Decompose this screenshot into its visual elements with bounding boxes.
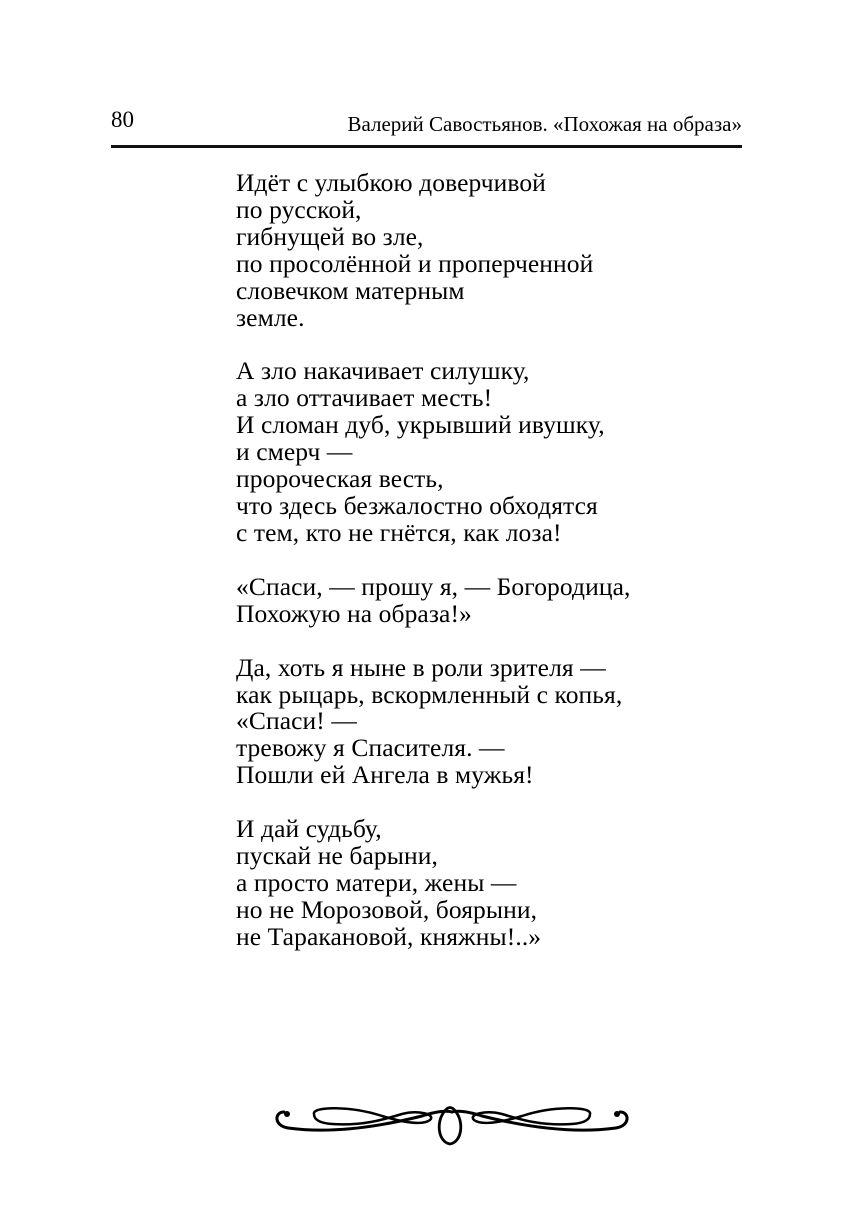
poem-line: по русской, [236, 194, 362, 224]
poem-line: гибнущей во зле, [236, 221, 424, 251]
poem-line: Похожую на образа!» [236, 598, 472, 628]
poem-line: но не Морозовой, боярыни, [236, 894, 538, 924]
poem-line: «Спаси, — прошу я, — Богородица, [236, 571, 631, 601]
stanza-5 [236, 816, 756, 951]
poem-line: И сломан дуб, укрывший ивушку, [236, 410, 605, 440]
poem-line: с тем, кто не гнётся, как лоза! [236, 517, 562, 547]
poem [236, 170, 756, 978]
stanza-4 [236, 652, 756, 790]
poem-line: как рыцарь, вскормленный с копья, [236, 679, 623, 709]
poem-line: тревожу я Спасителя. — [236, 733, 505, 763]
poem-line: Пошли ей Ангела в мужья! [236, 760, 534, 790]
poem-line: не Таракановой, княжны!..» [236, 921, 542, 951]
poem-line: И дай судьбу, [236, 814, 382, 844]
poem-line: «Спаси! — [236, 706, 357, 736]
stanza-1 [236, 170, 756, 331]
header-divider [111, 145, 742, 148]
poem-line: по просолённой и проперченной [236, 248, 594, 278]
poem-line: А зло накачивает силушку, [236, 356, 530, 386]
poem-line: что здесь безжалостно обходятся [236, 490, 598, 520]
page-number: 80 [111, 107, 134, 132]
stanza-2 [236, 358, 756, 546]
flourish-divider-icon [272, 1092, 632, 1150]
poem-line: Да, хоть я ныне в роли зрителя — [236, 652, 606, 682]
poem-line: земле. [236, 302, 305, 332]
poem-line: пускай не барыни, [236, 841, 438, 871]
poem-line: Идёт с улыбкою доверчивой [236, 168, 546, 197]
running-title: Валерий Савостьянов. «Похожая на образа» [347, 112, 742, 136]
poem-line: а зло оттачивает месть! [236, 383, 493, 413]
poem-line: пророческая весть, [236, 464, 444, 494]
poem-line: и смерч — [236, 437, 353, 467]
poem-line: а просто матери, жены — [236, 867, 517, 897]
poem-line: словечком матерным [236, 275, 465, 305]
stanza-3 [236, 571, 756, 628]
